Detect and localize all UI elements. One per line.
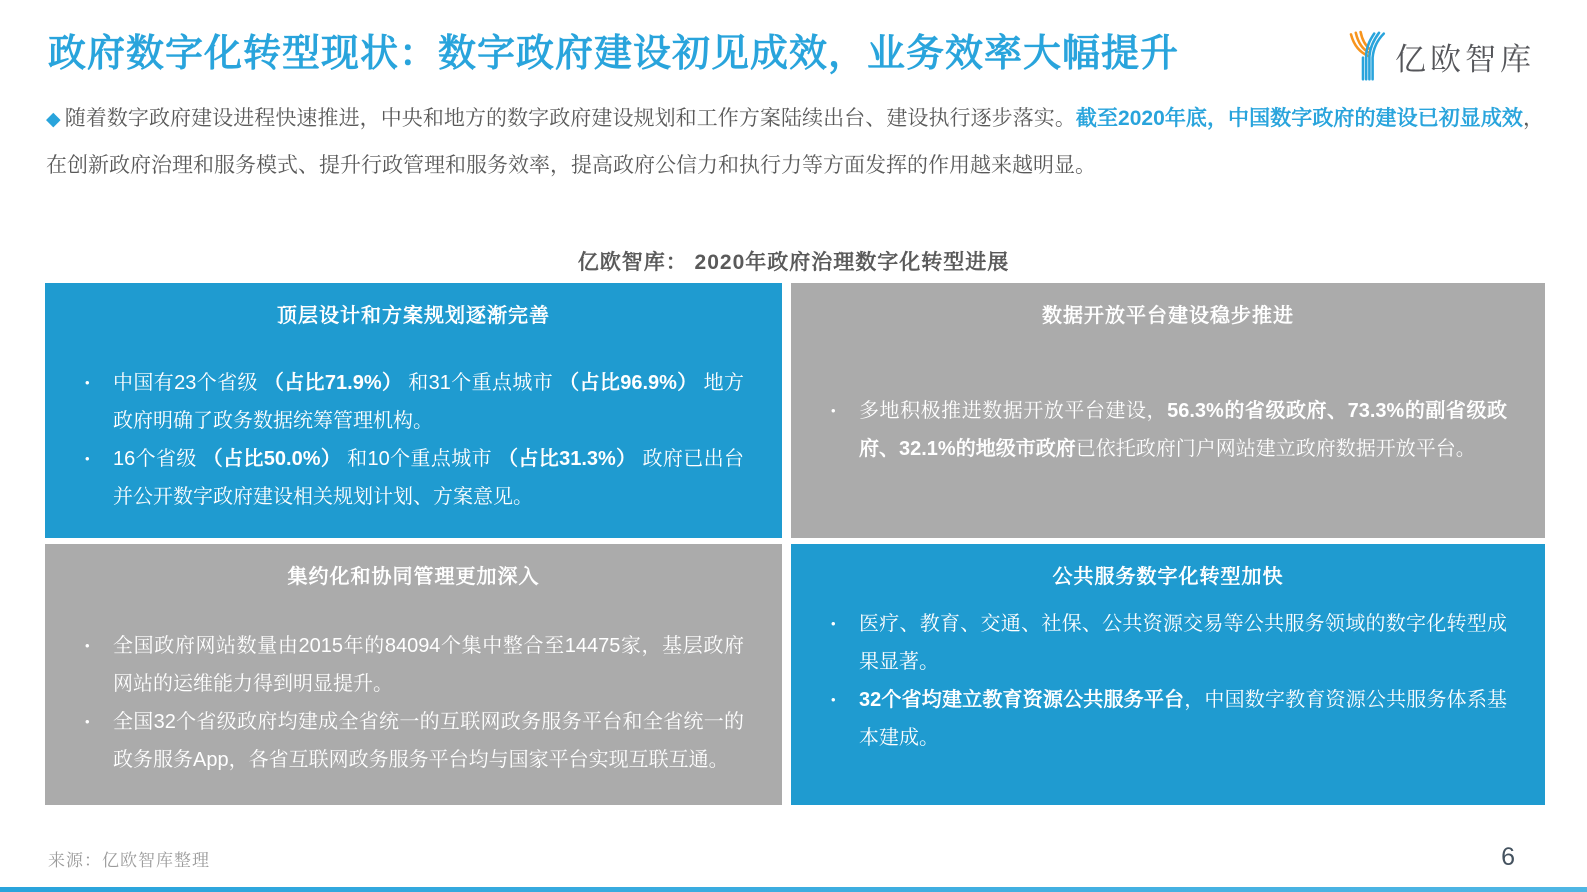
source-note: 来源：亿欧智库整理 bbox=[48, 851, 210, 870]
quadrant-collaboration bbox=[45, 544, 782, 805]
quadrant-top-design bbox=[45, 283, 782, 538]
bottom-accent-bar bbox=[0, 887, 1587, 892]
list-item bbox=[83, 440, 744, 516]
bullet-text: 全国32个省级政府均建成全省统一的互联网政务服务平台和全省统一的政务服务App，各省互联网政务服务平台均与国家平台实现互联互通。 bbox=[113, 711, 744, 771]
intro-paragraph bbox=[46, 96, 1544, 189]
list-item bbox=[83, 703, 744, 779]
bullet-text: 16个省级 （占比50.0%） 和10个重点城市 （占比31.3%） 政府已出台并公开数字政府建设相关规划计划、方案意见。 bbox=[113, 448, 744, 508]
page-title: 政府数字化转型现状：数字政府建设初见成效，业务效率大幅提升 bbox=[48, 33, 1180, 75]
bullet-dot: • bbox=[831, 403, 836, 418]
quadrant-public-service bbox=[791, 544, 1545, 805]
quadrant-title: 顶层设计和方案规划逐渐完善 bbox=[277, 305, 550, 327]
list-item bbox=[83, 364, 744, 440]
diamond-bullet-icon: ◆ bbox=[46, 109, 61, 130]
figure-caption: 亿欧智库： 2020年政府治理数字化转型进展 bbox=[577, 251, 1010, 274]
quadrant-title: 公共服务数字化转型加快 bbox=[1052, 566, 1284, 588]
bullet-text: 32个省均建立教育资源公共服务平台，中国数字教育资源公共服务体系基本建成。 bbox=[859, 689, 1508, 749]
brand-logo-text: 亿欧智库 bbox=[1395, 41, 1535, 77]
bullet-text: 全国政府网站数量由2015年的84094个集中整合至14475家，基层政府网站的运维能力得到明显提升。 bbox=[113, 635, 744, 695]
bullet-dot: • bbox=[85, 375, 90, 390]
list-item bbox=[829, 392, 1507, 468]
yiou-logo-icon bbox=[1347, 30, 1387, 82]
bullet-text: 中国有23个省级 （占比71.9%） 和31个重点城市 （占比96.9%） 地方政府明确了政务数据统筹管理机构。 bbox=[113, 372, 744, 432]
quadrant-data-platform bbox=[791, 283, 1545, 538]
page-number: 6 bbox=[1501, 843, 1515, 871]
bullet-dot: • bbox=[85, 638, 90, 653]
quadrant-bullet-list bbox=[829, 605, 1507, 757]
bullet-dot: • bbox=[85, 451, 90, 466]
brand-logo bbox=[1347, 30, 1535, 82]
bullet-dot: • bbox=[85, 714, 90, 729]
list-item bbox=[829, 605, 1507, 681]
quadrant-bullet-list bbox=[83, 364, 744, 516]
quadrant-bullet-list bbox=[83, 627, 744, 779]
list-item bbox=[83, 627, 744, 703]
quadrant-bullet-list bbox=[829, 392, 1507, 468]
quadrant-title: 数据开放平台建设稳步推进 bbox=[1042, 305, 1294, 327]
bullet-dot: • bbox=[831, 692, 836, 707]
intro-text: 随着数字政府建设进程快速推进，中央和地方的数字政府建设规划和工作方案陆续出台、建设执行逐步落实。截至2020年底，中国数字政府的建设已初显成效，在创新政府治理和服务模式、提升行政管理和服务效率，提高政府公信力和执行力等方面发挥的作用越来越明显。 bbox=[46, 107, 1544, 177]
bullet-text: 多地积极推进数据开放平台建设，56.3%的省级政府、73.3%的副省级政府、32.1%的地级市政府已依托政府门户网站建立政府数据开放平台。 bbox=[859, 400, 1508, 460]
bullet-dot: • bbox=[831, 616, 836, 631]
list-item bbox=[829, 681, 1507, 757]
bullet-text: 医疗、教育、交通、社保、公共资源交易等公共服务领域的数字化转型成果显著。 bbox=[859, 613, 1507, 673]
quadrant-title: 集约化和协同管理更加深入 bbox=[287, 566, 540, 588]
